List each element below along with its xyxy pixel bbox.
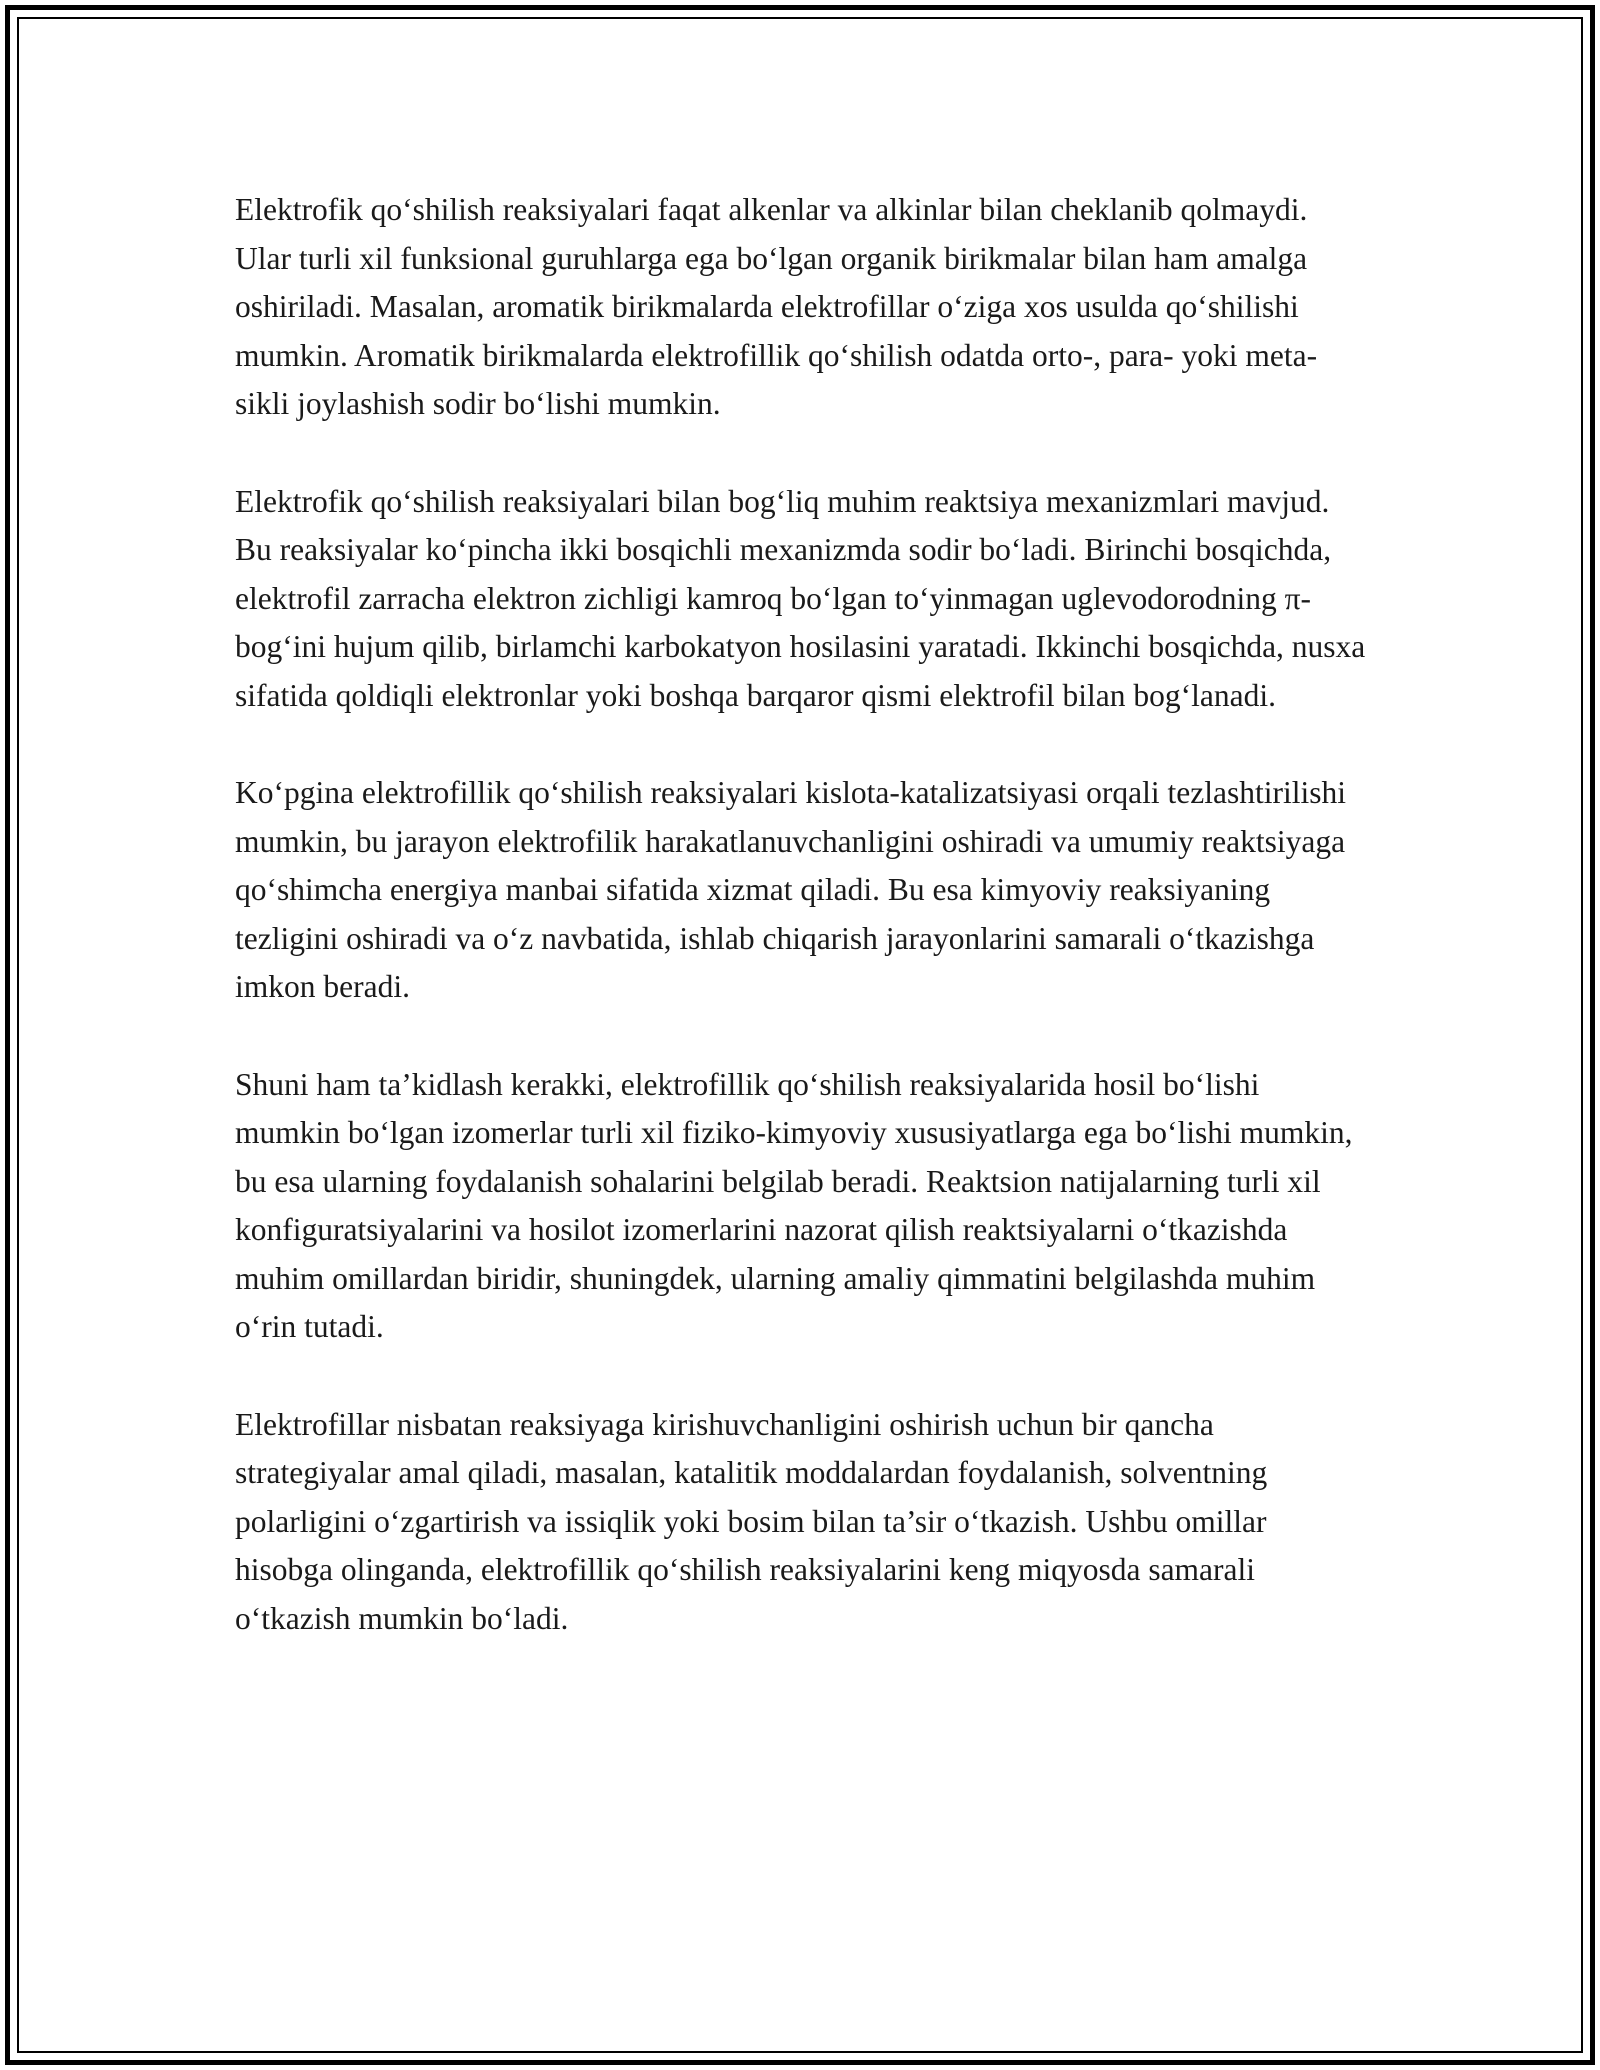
paragraph: Ko‘pgina elektrofillik qo‘shilish reaksiyalari kislota-katalizatsiyasi orqali tezlashtirilishi mumkin, bu jarayon elektrofilik harakatlanuvchanligini oshiradi va umumiy reaktsiyaga qo‘shimcha energiya manbai sifatida xizmat qiladi. Bu esa kimyoviy reaksiyaning tezligini oshiradi va o‘z navbatida, ishlab chiqarish jarayonlarini samarali o‘tkazishga imkon beradi.: [235, 775, 1346, 1004]
paragraph: Shuni ham ta’kidlash kerakki, elektrofillik qo‘shilish reaksiyalarida hosil bo‘lishi mumkin bo‘lgan izomerlar turli xil fiziko-kimyoviy xususiyatlarga ega bo‘lishi mumkin, bu esa ularning foydalanish sohalarini belgilab beradi. Reaktsion natijalarning turli xil konfiguratsiyalarini va hosilot izomerlarini nazorat qilish reaktsiyalarni o‘tkazishda muhim omillardan biridir, shuningdek, ularning amaliy qimmatini belgilashda muhim o‘rin tutadi.: [235, 1066, 1353, 1344]
paragraph: Elektrofillar nisbatan reaksiyaga kirishuvchanligini oshirish uchun bir qancha strategiyalar amal qiladi, masalan, katalitik moddalardan foydalanish, solventning polarligini o‘zgartirish va issiqlik yoki bosim bilan ta’sir o‘tkazish. Ushbu omillar hisobga olinganda, elektrofillik qo‘shilish reaksiyalarini keng miqyosda samarali o‘tkazish mumkin bo‘ladi.: [235, 1406, 1268, 1636]
document-body: [235, 186, 1370, 1692]
paragraph: Elektrofik qo‘shilish reaksiyalari bilan bog‘liq muhim reaktsiya mexanizmlari mavjud. Bu reaksiyalar ko‘pincha ikki bosqichli mexanizmda sodir bo‘ladi. Birinchi bosqichda, elektrofil zarracha elektron zichligi kamroq bo‘lgan to‘yinmagan uglevodorodning π-bog‘ini hujum qilib, birlamchi karbokatyon hosilasini yaratadi. Ikkinchi bosqichda, nusxa sifatida qoldiqli elektronlar yoki boshqa barqaror qismi elektrofil bilan bog‘lanadi.: [235, 483, 1366, 713]
paragraph: Elektrofik qo‘shilish reaksiyalari faqat alkenlar va alkinlar bilan cheklanib qolmaydi. Ular turli xil funksional guruhlarga ega bo‘lgan organik birikmalar bilan ham amalga oshiriladi. Masalan, aromatik birikmalarda elektrofillar o‘ziga xos usulda qo‘shilishi mumkin. Aromatik birikmalarda elektrofillik qo‘shilish odatda orto-, para- yoki meta-sikli joylashish sodir bo‘lishi mumkin.: [235, 192, 1318, 421]
